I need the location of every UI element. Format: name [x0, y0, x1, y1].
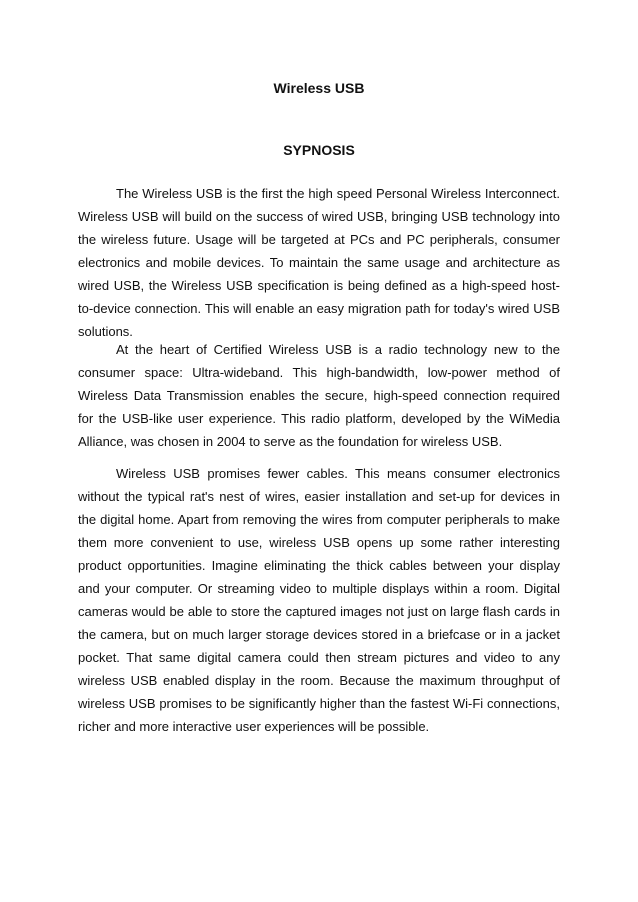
paragraph-1: The Wireless USB is the first the high speed Personal Wireless Interconnect. Wireless USB will build on the success of wired USB, bringing USB technology into the wireless future. Usage will be targeted at PCs and PC peripherals, consumer electronics and mobile devices. To maintain the same usage and architecture as wired USB, the Wireless USB specification is being defined as a high-speed host-to-device connection. This will enable an easy migration path for today's wired USB solutions.	[78, 186, 560, 339]
paragraph-2-block	[78, 338, 560, 453]
paragraph-3-block	[78, 462, 560, 738]
document-title: Wireless USB	[273, 80, 365, 96]
paragraph-2: At the heart of Certified Wireless USB is a radio technology new to the consumer space: Ultra-wideband. This high-bandwidth, low-power method of Wireless Data Transmission enables the secure, high-speed connection required for the USB-like user experience. This radio platform, developed by the WiMedia Alliance, was chosen in 2004 to serve as the foundation for wireless USB.	[78, 342, 560, 449]
paragraph-1-block	[78, 182, 560, 343]
section-heading: SYPNOSIS	[283, 142, 355, 158]
paragraph-3: Wireless USB promises fewer cables. This means consumer electronics without the typical rat's nest of wires, easier installation and set-up for devices in the digital home. Apart from removing the wires from computer peripherals to make them more convenient to use, wireless USB opens up some rather interesting product opportunities. Imagine eliminating the thick cables between your display and your computer. Or streaming video to multiple displays within a room. Digital cameras would be able to store the captured images not just on large flash cards in the camera, but on much larger storage devices stored in a briefcase or in a jacket pocket. That same digital camera could then stream pictures and video to any wireless USB enabled display in the room. Because the maximum throughput of wireless USB promises to be significantly higher than the fastest Wi-Fi connections, richer and more interactive user experiences will be possible.	[78, 466, 560, 734]
